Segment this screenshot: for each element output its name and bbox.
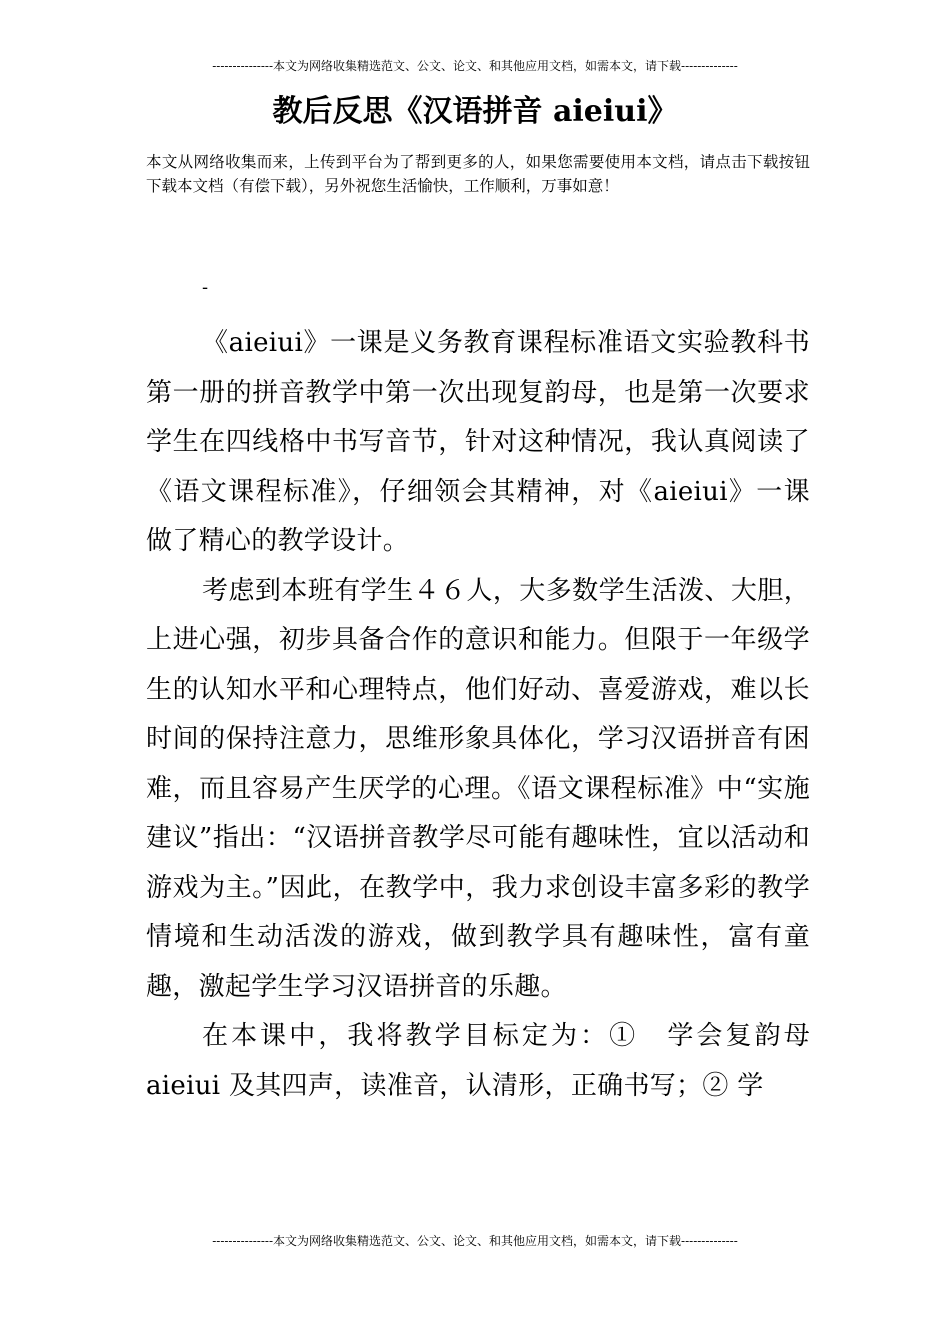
header-banner: ---------------本文为网络收集精选范文、公文、论文、和其他应用文档，如需本文，请下载-------------- — [212, 59, 738, 73]
document-title: 教后反思《汉语拼音 aieiui》 — [272, 94, 678, 129]
document-body — [146, 319, 810, 1111]
paragraph-3: 在本课中，我将教学目标定为：① 学会复韵母aieiui 及其四声，读准音，认清形，正确书写；② 学 — [146, 1021, 810, 1101]
paragraph-1: 《aieiui》一课是义务教育课程标准语文实验教科书第一册的拼音教学中第一次出现复韵母，也是第一次要求学生在四线格中书写音节，针对这种情况，我认真阅读了《语文课程标准》，仔细领会其精神，对《aieiui》一课做了精心的教学设计。 — [146, 328, 810, 556]
separator-dash: - — [202, 277, 209, 298]
paragraph-2: 考虑到本班有学生４６人，大多数学生活泼、大胆，上进心强，初步具备合作的意识和能力。但限于一年级学生的认知水平和心理特点，他们好动、喜爱游戏，难以长时间的保持注意力，思维形象具体化，学习汉语拼音有困难，而且容易产生厌学的心理。《语文课程标准》中“实施建议”指出：“汉语拼音教学尽可能有趣味性，宜以活动和游戏为主。”因此，在教学中，我力求创设丰富多彩的教学情境和生动活泼的游戏，做到教学具有趣味性，富有童趣，激起学生学习汉语拼音的乐趣。 — [146, 575, 810, 1002]
intro-notice: 本文从网络收集而来，上传到平台为了帮到更多的人，如果您需要使用本文档，请点击下载按钮下载本文档（有偿下载），另外祝您生活愉快，工作顺利，万事如意！ — [146, 153, 810, 195]
footer-banner: ---------------本文为网络收集精选范文、公文、论文、和其他应用文档，如需本文，请下载-------------- — [212, 1234, 738, 1248]
